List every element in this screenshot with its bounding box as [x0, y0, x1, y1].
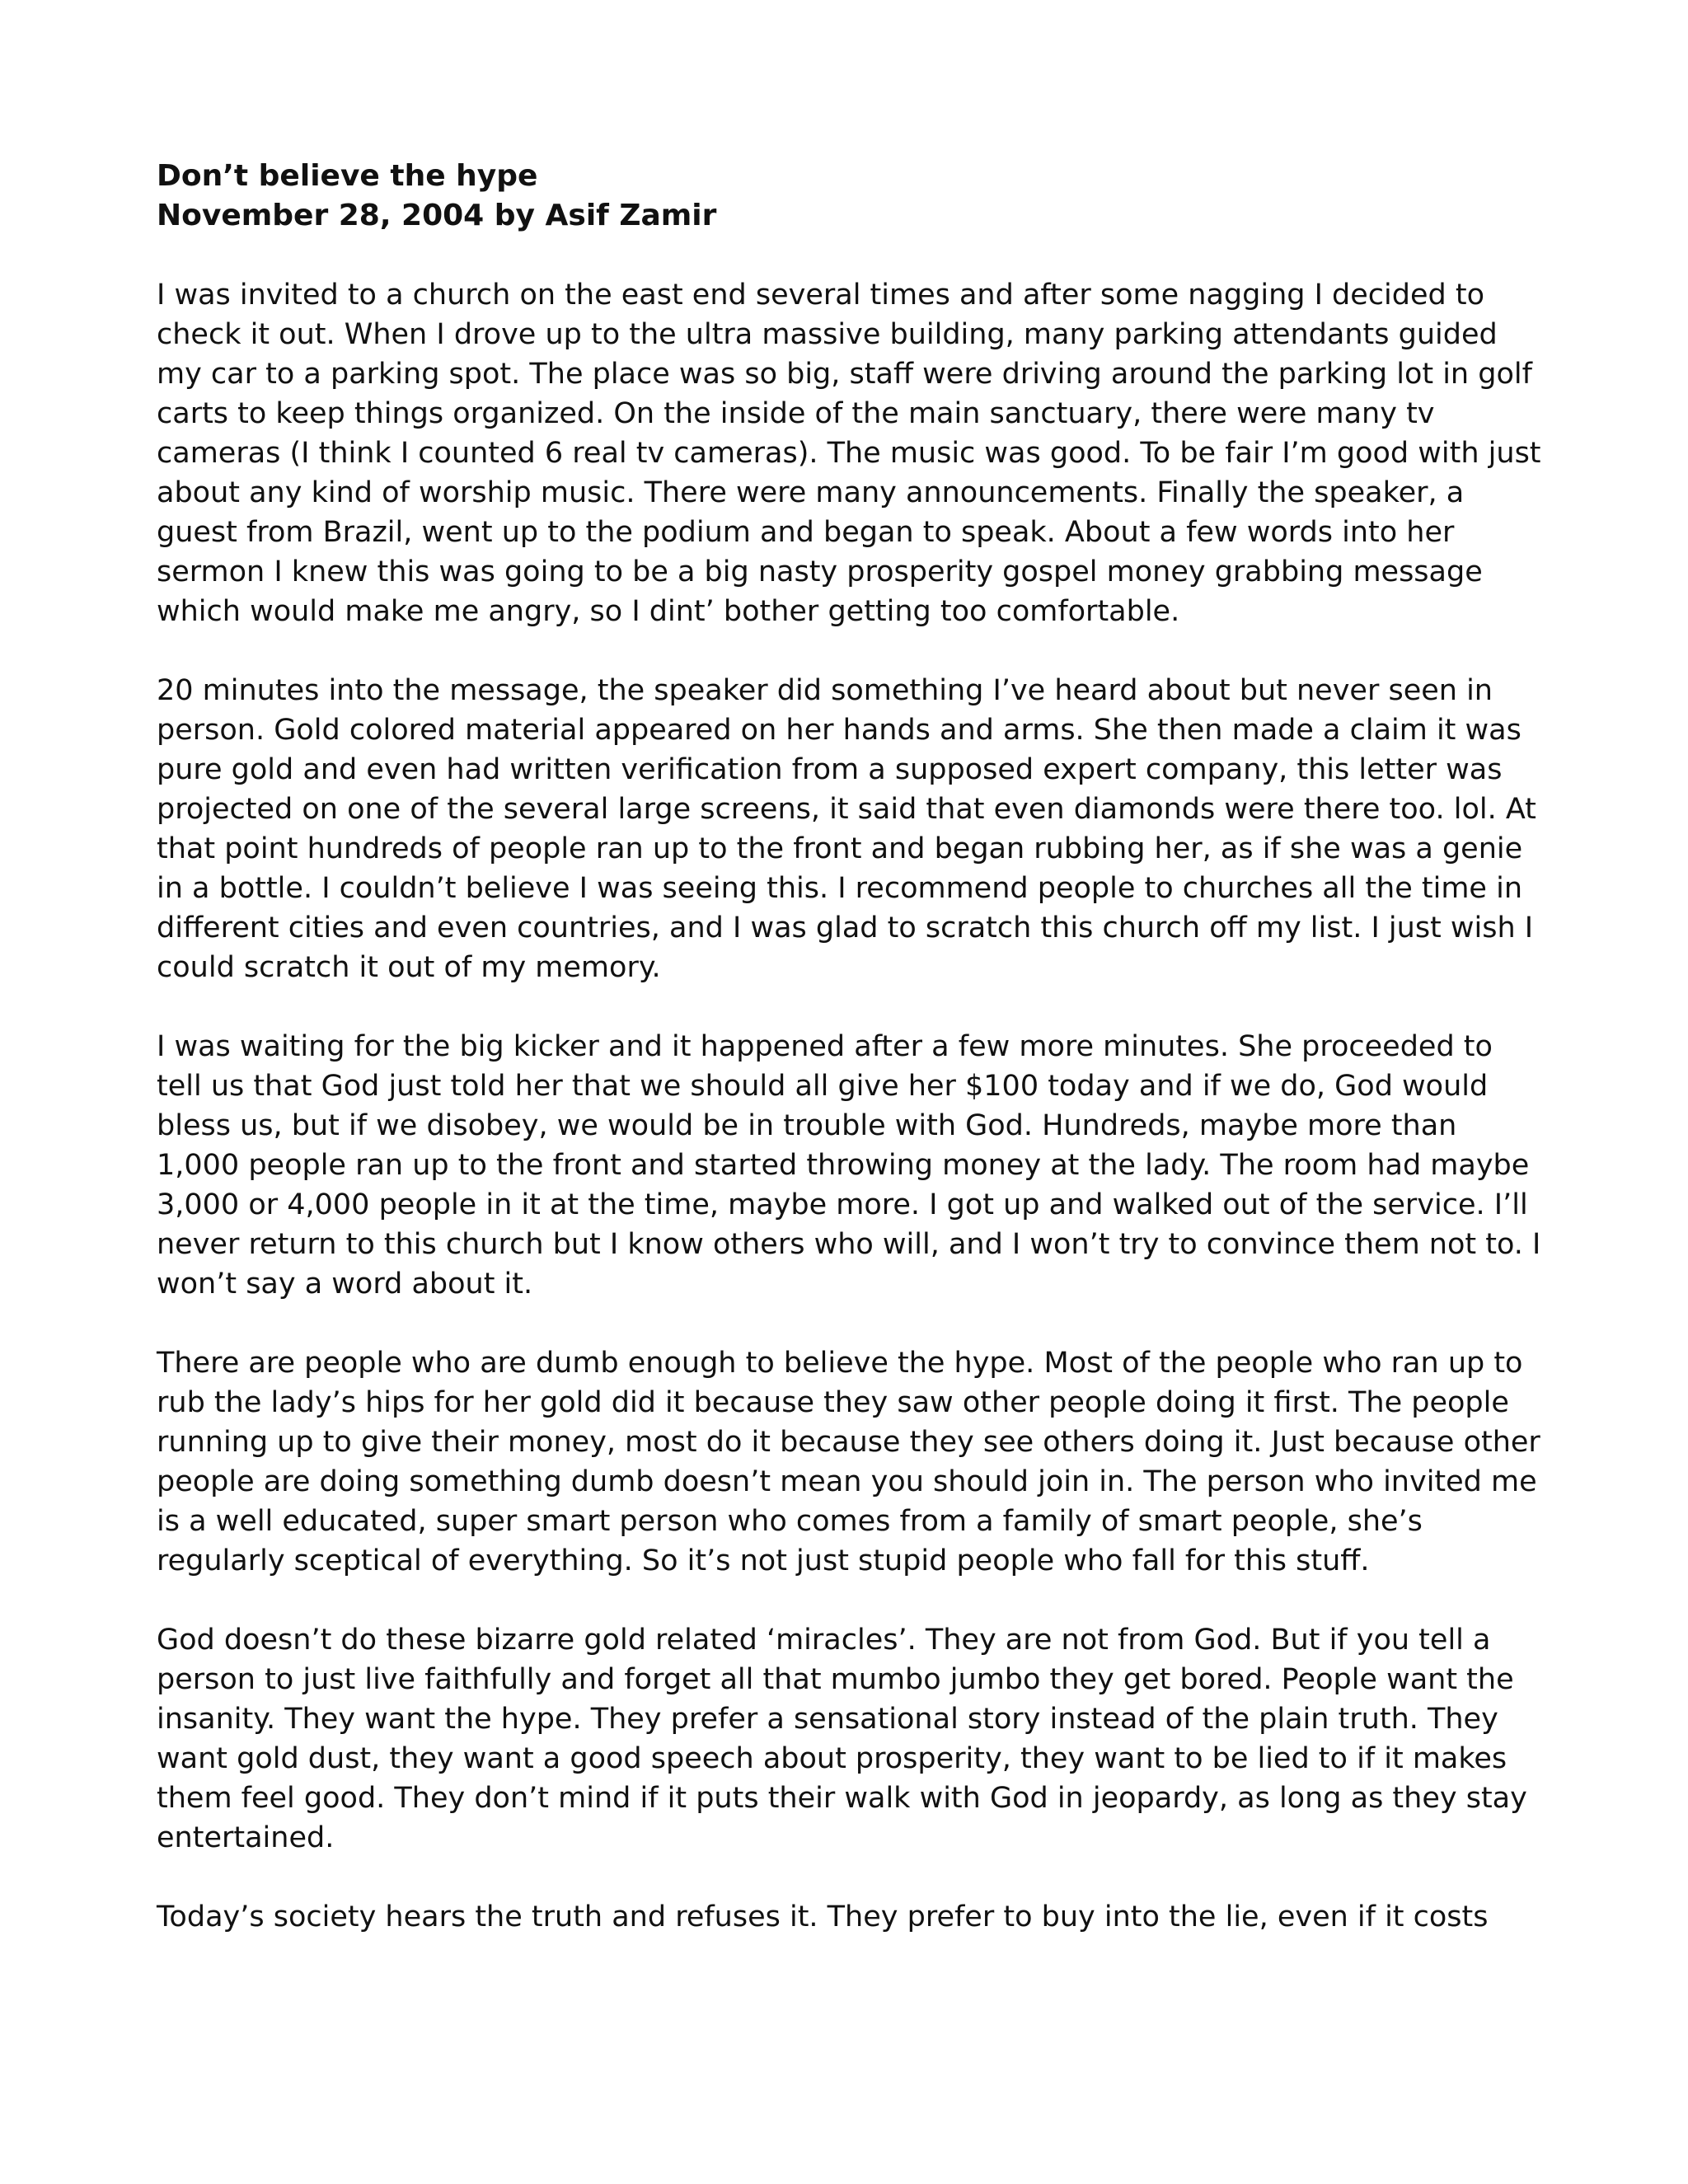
paragraph: There are people who are dumb enough to believe the hype. Most of the people who ran up to rub the lady’s hips for her gold did it because they saw other people doing it first. The people running up to give their money, most do it because they see others doing it. Just because other people are doing something dumb doesn’t mean you should join in. The person who invited me is a well educated, super smart person who comes from a family of smart people, she’s regularly sceptical of everything. So it’s not just stupid people who fall for this stuff. [157, 1347, 1540, 1577]
article-byline: November 28, 2004 by Asif Zamir [157, 199, 717, 232]
article-title: Don’t believe the hype [157, 159, 538, 193]
paragraph: 20 minutes into the message, the speaker did something I’ve heard about but never seen in person. Gold colored material appeared on her hands and arms. She then made a claim it was pure gold and even had written verification from a supposed expert company, this letter was projected on one of the several large screens, it said that even diamonds were there too. lol. At that point hundreds of people ran up to the front and began rubbing her, as if she was a genie in a bottle. I couldn’t believe I was seeing this. I recommend people to churches all the time in different cities and even countries, and I was glad to scratch this church off my list. I just wish I could scratch it out of my memory. [157, 674, 1536, 984]
paragraph: I was waiting for the big kicker and it happened after a few more minutes. She proceeded to tell us that God just told her that we should all give her $100 today and if we do, God would bless us, but if we disobey, we would be in trouble with God. Hundreds, maybe more than 1,000 people ran up to the front and started throwing money at the lady. The room had maybe 3,000 or 4,000 people in it at the time, maybe more. I got up and walked out of the service. I’ll never return to this church but I know others who will, and I won’t try to convince them not to. I won’t say a word about it. [157, 1030, 1541, 1301]
paragraph: I was invited to a church on the east end several times and after some nagging I decided to check it out. When I drove up to the ultra massive building, many parking attendants guided my car to a parking spot. The place was so big, staff were driving around the parking lot in golf carts to keep things organized. On the inside of the main sanctuary, there were many tv cameras (I think I counted 6 real tv cameras). The music was good. To be fair I’m good with just about any kind of worship music. There were many announcements. Finally the speaker, a guest from Brazil, went up to the podium and began to speak. About a few words into her sermon I knew this was going to be a big nasty prosperity gospel money grabbing message which would make me angry, so I dint’ bother getting too comfortable. [157, 279, 1541, 628]
document-page [157, 157, 1541, 1976]
article-body [157, 275, 1541, 1937]
paragraph: God doesn’t do these bizarre gold related ‘miracles’. They are not from God. But if you tell a person to just live faithfully and forget all that mumbo jumbo they get bored. People want the insanity. They want the hype. They prefer a sensational story instead of the plain truth. They want gold dust, they want a good speech about prosperity, they want to be lied to if it makes them feel good. They don’t mind if it puts their walk with God in jeopardy, as long as they stay entertained. [157, 1624, 1527, 1854]
paragraph: Today’s society hears the truth and refuses it. They prefer to buy into the lie, even if it costs [157, 1900, 1489, 1933]
